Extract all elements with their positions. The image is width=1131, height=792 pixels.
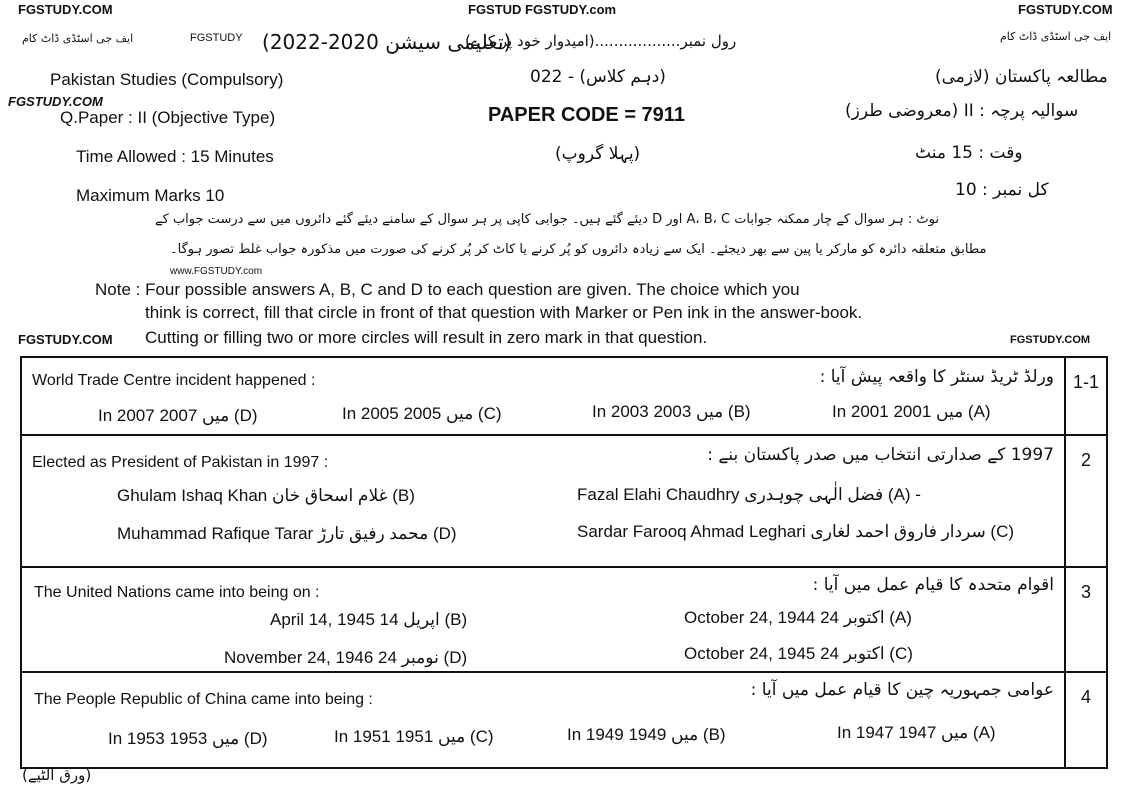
option-b: April 14, 1945 14 اپریل (B) <box>270 610 468 629</box>
subject-urdu: مطالعہ پاکستان (لازمی) <box>935 67 1108 87</box>
note-english-line-1: Note : Four possible answers A, B, C and D to each question are given. The choice which you <box>95 280 800 299</box>
watermark-urdu: ایف جی اسٹڈی ڈاٹ کام <box>22 32 134 45</box>
watermark-urdu: ایف جی اسٹڈی ڈاٹ کام <box>1000 30 1112 43</box>
option-a: Fazal Elahi Chaudhry فضل الٰہی چوہدری (A) - <box>577 485 921 504</box>
note-urdu-line-2: مطابق متعلقہ دائرہ کو مارکر یا پین سے بھر دیجئے۔ ایک سے زیادہ دائروں کو پُر کرنے یا کاٹ کر پُر کرنے کی صورت میں مذکورہ جواب غلط تصور ہوگا۔ <box>170 242 987 257</box>
group-label: (پہلا گروپ) <box>555 144 641 164</box>
option-d: Muhammad Rafique Tarar محمد رفیق تارڑ (D) <box>117 524 457 543</box>
watermark: FGSTUDY.COM <box>1018 2 1113 17</box>
option-d: In 2007 میں 2007 (D) <box>98 406 258 425</box>
time-allowed-english: Time Allowed : 15 Minutes <box>76 147 274 166</box>
max-marks-urdu: کل نمبر : 10 <box>955 180 1049 200</box>
roll-number-field: رول نمبر..................(امیدوار خود پر کرے) <box>465 32 737 50</box>
option-c: In 2005 میں 2005 (C) <box>342 404 502 423</box>
question-english: The United Nations came into being on : <box>34 584 320 601</box>
option-c: Sardar Farooq Ahmad Leghari سردار فاروق احمد لغاری (C) <box>577 522 1015 541</box>
question-number: 2 <box>1065 435 1107 567</box>
option-a: In 2001 میں 2001 (A) <box>832 402 991 421</box>
watermark: www.FGSTUDY.com <box>170 266 263 277</box>
question-row <box>21 672 1107 768</box>
question-english: The People Republic of China came into being : <box>34 691 373 708</box>
note-urdu-line-1: نوٹ : ہر سوال کے چار ممکنہ جوابات A، B، C اور D دیئے گئے ہیں۔ جوابی کاپی پر ہر سوال کے سامنے دیئے گئے دائروں میں سے درست جواب کے <box>155 212 939 227</box>
question-urdu: ورلڈ ٹریڈ سنٹر کا واقعہ پیش آیا : <box>819 367 1054 387</box>
watermark: FGSTUDY <box>190 32 243 44</box>
option-a: In 1947 میں 1947 (A) <box>837 723 996 742</box>
watermark: FGSTUDY.COM <box>18 332 113 347</box>
note-english-line-2: think is correct, fill that circle in front of that question with Marker or Pen ink in the answer-book. <box>145 303 863 322</box>
watermark: FGSTUDY.COM <box>1010 334 1091 346</box>
max-marks-english: Maximum Marks 10 <box>76 186 225 205</box>
question-english: World Trade Centre incident happened : <box>32 372 316 389</box>
questions-table <box>20 356 1108 769</box>
option-b: Ghulam Ishaq Khan غلام اسحاق خان (B) <box>117 486 415 505</box>
time-allowed-urdu: وقت : 15 منٹ <box>915 143 1023 163</box>
option-b: In 1949 میں 1949 (B) <box>567 725 726 744</box>
turn-over-label: (ورق الٹیے) <box>22 766 92 784</box>
option-d: In 1953 میں 1953 (D) <box>108 729 268 748</box>
paper-type-english: Q.Paper : II (Objective Type) <box>60 108 276 127</box>
question-urdu: اقوام متحدہ کا قیام عمل میں آیا : <box>812 575 1054 595</box>
option-c: October 24, 1945 24 اکتوبر (C) <box>684 644 913 663</box>
option-a: October 24, 1944 24 اکتوبر (A) <box>684 608 912 627</box>
watermark: FGSTUDY.COM <box>8 94 103 109</box>
option-b: In 2003 میں 2003 (B) <box>592 402 751 421</box>
question-row <box>21 567 1107 672</box>
question-row <box>21 435 1107 567</box>
note-english-line-3: Cutting or filling two or more circles will result in zero mark in that question. <box>145 328 708 347</box>
question-english: Elected as President of Pakistan in 1997 : <box>32 454 329 471</box>
question-number: 1-1 <box>1065 357 1107 435</box>
paper-code: PAPER CODE = 7911 <box>488 104 685 126</box>
option-c: In 1951 میں 1951 (C) <box>334 727 494 746</box>
question-urdu: عوامی جمہوریہ چین کا قیام عمل میں آیا : <box>750 680 1054 700</box>
paper-type-urdu: سوالیہ پرچہ : II (معروضی طرز) <box>845 101 1079 121</box>
question-row <box>21 357 1107 435</box>
question-number: 4 <box>1065 672 1107 768</box>
option-d: November 24, 1946 24 نومبر (D) <box>224 648 468 667</box>
watermark: FGSTUD FGSTUDY.com <box>468 2 617 17</box>
subject-english: Pakistan Studies (Compulsory) <box>50 70 284 89</box>
question-number: 3 <box>1065 567 1107 672</box>
question-urdu: 1997 کے صدارتی انتخاب میں صدر پاکستان بنے : <box>707 445 1054 465</box>
session-label: (تعلیمی سیشن 2020-2022) <box>262 30 512 54</box>
class-code: (دہم کلاس) - 022 <box>530 67 666 87</box>
watermark: FGSTUDY.COM <box>18 2 113 17</box>
